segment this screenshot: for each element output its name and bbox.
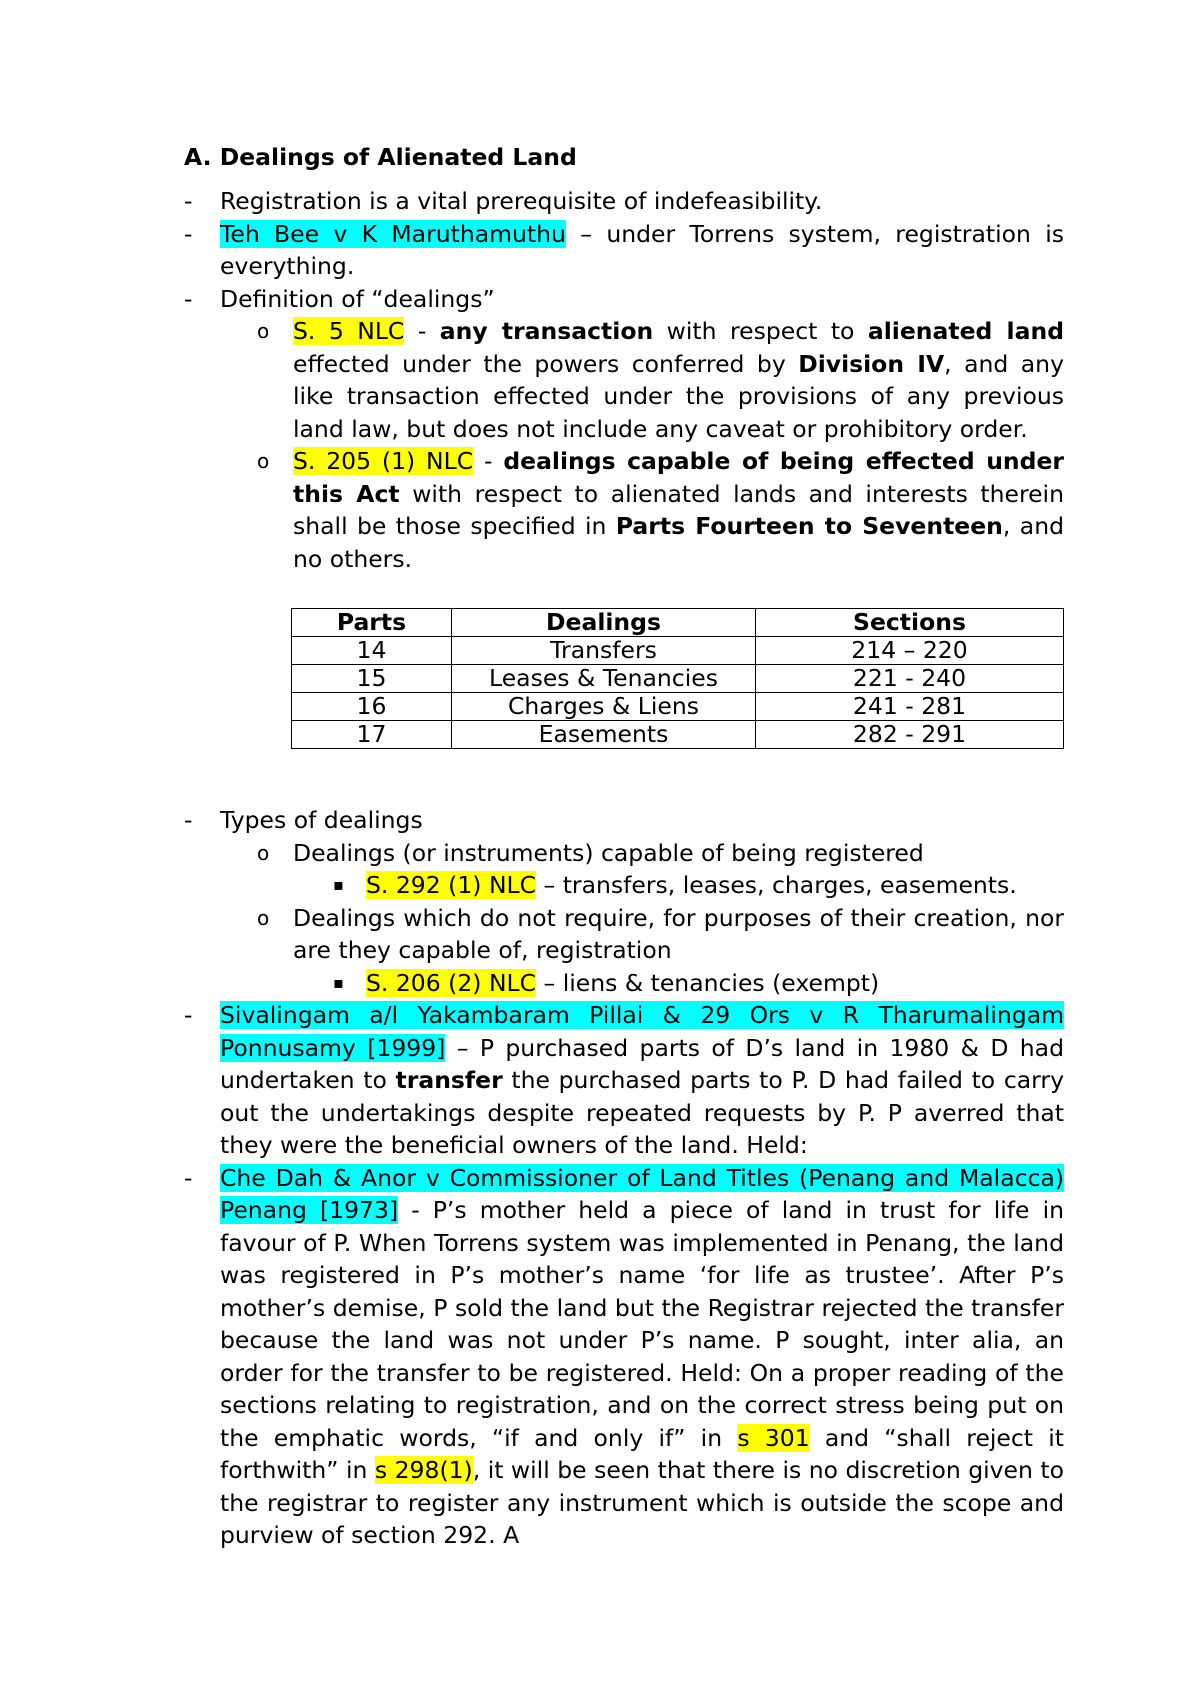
dash-marker: -: [184, 1163, 193, 1192]
table-row: [292, 693, 1064, 721]
circle-marker: o: [257, 319, 270, 343]
case-name-highlight: Teh Bee v K Maruthamuthu: [220, 219, 566, 248]
circle-marker: o: [257, 449, 270, 473]
bold-run: Division IV: [798, 349, 945, 378]
section-types-and-cases: [184, 804, 1064, 1552]
text-run: , and any like transaction effected under the provisions of any previous land law, but does not include any caveat or prohibitory order.: [293, 349, 1064, 443]
bold-run: dealings capable of being effected under this Act: [293, 447, 1065, 508]
text-run: -: [404, 317, 440, 345]
sub-sub-list-item: [184, 967, 1064, 1000]
column-header: Parts: [292, 609, 452, 637]
table-cell: 221 - 240: [756, 665, 1064, 693]
section-ref-highlight: s 301: [737, 1423, 810, 1452]
text-run: with respect to: [653, 317, 868, 345]
section-ref-highlight: S. 205 (1) NLC: [293, 447, 474, 475]
table-row: [292, 721, 1064, 749]
list-item: [184, 218, 1064, 283]
parts-table: [291, 608, 1064, 749]
table-cell: 15: [292, 665, 452, 693]
sub-sub-list-item: [184, 869, 1064, 902]
item-text: Dealings (or instruments) capable of being registered: [293, 838, 924, 867]
case-name-highlight: Che Dah & Anor v Commissioner of Land Titles (Penang and Malacca) Penang [1973]: [220, 1163, 1064, 1224]
table-cell: Leases & Tenancies: [452, 665, 756, 693]
item-text: Types of dealings: [220, 806, 423, 834]
table-cell: Charges & Liens: [452, 693, 756, 721]
text-run: , and no others.: [293, 512, 1065, 573]
table-cell: Easements: [452, 721, 756, 749]
square-marker: ▪: [333, 875, 344, 894]
column-header: Sections: [756, 609, 1064, 637]
table-cell: 282 - 291: [756, 721, 1064, 749]
text-run: , it will be seen that there is no discretion given to the registrar to register any instrument which is outside the scope and purview of section 292. A: [220, 1456, 1064, 1549]
dash-marker: -: [184, 806, 193, 834]
dash-marker: -: [184, 219, 193, 248]
section-ref-highlight: S. 206 (2) NLC: [366, 968, 537, 997]
sub-list-item: [184, 445, 1064, 575]
section-ref-highlight: S. 292 (1) NLC: [366, 871, 537, 899]
table-cell: 241 - 281: [756, 693, 1064, 721]
item-text: Definition of “dealings”: [220, 284, 495, 313]
text-run: – P purchased parts of D’s land in 1980 & D had undertaken to: [220, 1033, 1064, 1094]
table-header-row: [292, 609, 1064, 637]
case-item: [184, 999, 1064, 1162]
list-item: [184, 804, 1064, 837]
text-run: and “shall reject it forthwith” in: [220, 1423, 1064, 1484]
case-item: [184, 1162, 1064, 1552]
section-heading: A. Dealings of Alienated Land: [184, 143, 577, 171]
dash-marker: -: [184, 187, 193, 215]
circle-marker: o: [257, 905, 270, 930]
sub-list-item: [184, 837, 1064, 870]
list-item: [184, 283, 1064, 316]
column-header: Dealings: [452, 609, 756, 637]
circle-marker: o: [257, 840, 270, 865]
table-row: [292, 637, 1064, 665]
table-cell: Transfers: [452, 637, 756, 665]
bold-run: transfer: [395, 1066, 503, 1094]
item-text: – liens & tenancies (exempt): [536, 968, 880, 997]
item-text: – transfers, leases, charges, easements.: [536, 871, 1017, 899]
section-ref-highlight: S. 5 NLC: [293, 317, 405, 345]
text-run: - P’s mother held a piece of land in trust for life in favour of P. When Torrens system was implemented in Penang, the land was registered in P’s mother’s name ‘for life as trustee’. After P’s mother’s demise, P sold the land but the Registrar rejected the transfer because the land was not under P’s name. P sought, inter alia, an order for the transfer to be registered. Held: On a proper reading of the sections relating to registration, and on the correct stress being put on the emphatic words, “if and only if” in: [220, 1196, 1064, 1452]
text-run: the purchased parts to P. D had failed to carry out the undertakings despite repeated requests by P. P averred that they were the beneficial owners of the land. Held:: [220, 1066, 1064, 1159]
text-run: with respect to alienated lands and interests therein shall be those specified in: [293, 479, 1064, 540]
bold-run: any transaction: [439, 317, 654, 345]
item-text: Dealings which do not require, for purposes of their creation, nor are they capable of, registration: [293, 903, 1064, 964]
sub-list-item: [184, 902, 1064, 967]
dash-marker: -: [184, 1001, 193, 1029]
sub-list-item: [184, 315, 1064, 445]
item-text: Registration is a vital prerequisite of indefeasibility.: [220, 187, 823, 215]
dash-marker: -: [184, 284, 193, 313]
square-marker: ▪: [333, 972, 344, 992]
bold-run: Parts Fourteen to Seventeen: [615, 512, 1003, 540]
case-name-highlight: Sivalingam a/l Yakambaram Pillai & 29 Ors v R Tharumalingam Ponnusamy [1999]: [220, 1001, 1064, 1062]
text-run: effected under the powers conferred by: [293, 349, 799, 378]
table-row: [292, 665, 1064, 693]
section-ref-highlight: s 298(1): [374, 1456, 473, 1484]
table-cell: 14: [292, 637, 452, 665]
item-text: – under Torrens system, registration is everything.: [220, 219, 1064, 280]
table-cell: 17: [292, 721, 452, 749]
text-run: -: [473, 447, 504, 475]
table-cell: 16: [292, 693, 452, 721]
table-cell: 214 – 220: [756, 637, 1064, 665]
section-definitions: [184, 141, 1064, 575]
list-item: [184, 185, 1064, 218]
bold-run: alienated land: [867, 317, 1065, 345]
